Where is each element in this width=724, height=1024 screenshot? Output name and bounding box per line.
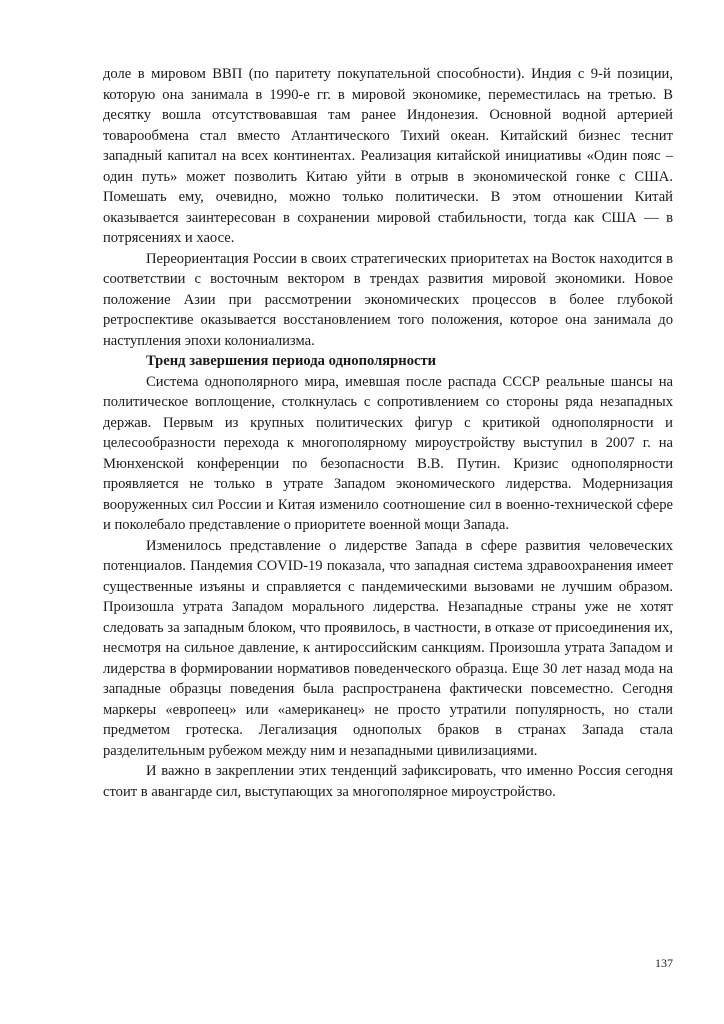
paragraph: Переориентация России в своих стратегических приоритетах на Восток находится в соответствии с восточным вектором в трендах развития мировой экономики. Новое положение Азии при рассмотрении экономических процессов в более глубокой ретроспективе оказывается восстановлением того положения, которое она занимала до наступления эпохи колониализма. <box>103 250 673 349</box>
page-number: 137 <box>655 956 673 970</box>
paragraph: Изменилось представление о лидерстве Запада в сфере развития человеческих потенциалов. Пандемия COVID-19 показала, что западная система здравоохранения имеет существенные изъяны и справляется с пандемическими вызовами не лучшим образом. Произошла утрата Западом морального лидерства. Незападные страны уже не хотят следовать за западным блоком, что проявилось, в частности, в отказе от присоединения их, несмотря на сильное давление, к антироссийским санкциям. Произошла утрата Западом и лидерства в формировании нормативов поведенческого образца. Еще 30 лет назад мода на западные образцы поведения была распространена фактически повсеместно. Сегодня маркеры «европеец» или «американец» не просто утратили популярность, но стали предметом гротеска. Легализация однополых браков в странах Запада стала разделительным рубежом между ним и незападными цивилизациями. <box>103 537 673 759</box>
paragraph: И важно в закреплении этих тенденций зафиксировать, что именно Россия сегодня стоит в авангарде сил, выступающих за многополярное мироустройство. <box>103 763 673 800</box>
paragraph: Система однополярного мира, имевшая после распада СССР реальные шансы на политическое воплощение, столкнулась с сопротивлением со стороны ряда незападных держав. Первым из крупных политических фигур с критикой однополярности и целесообразности перехода к многополярному мироустройству выступил в 2007 г. на Мюнхенской конференции по безопасности В.В. Путин. Кризис однополярности проявляется не только в утрате Западом экономического лидерства. Модернизация вооруженных сил России и Китая изменило соотношение сил в военно-технической сфере и поколебало представление о приоритете военной мощи Запада. <box>103 373 673 533</box>
paragraph: доле в мировом ВВП (по паритету покупательной способности). Индия с 9-й позиции, которую она занимала в 1990-е гг. в мировой экономике, переместилась на третью. В десятку вошла отсутствовавшая там ранее Индонезия. Основной водной артерией товарообмена стал вместо Атлантического Тихий океан. Китайский бизнес теснит западный капитал на всех континентах. Реализация китайской инициативы «Один пояс – один путь» может позволить Китаю уйти в отрыв в экономической гонке с США. Помешать ему, очевидно, можно только политически. В этом отношении Китай оказывается заинтересован в сохранении мировой стабильности, тогда как США — в потрясениях и хаосе. <box>103 66 673 246</box>
body-text <box>103 64 673 802</box>
section-heading: Тренд завершения периода однополярности <box>146 353 437 369</box>
